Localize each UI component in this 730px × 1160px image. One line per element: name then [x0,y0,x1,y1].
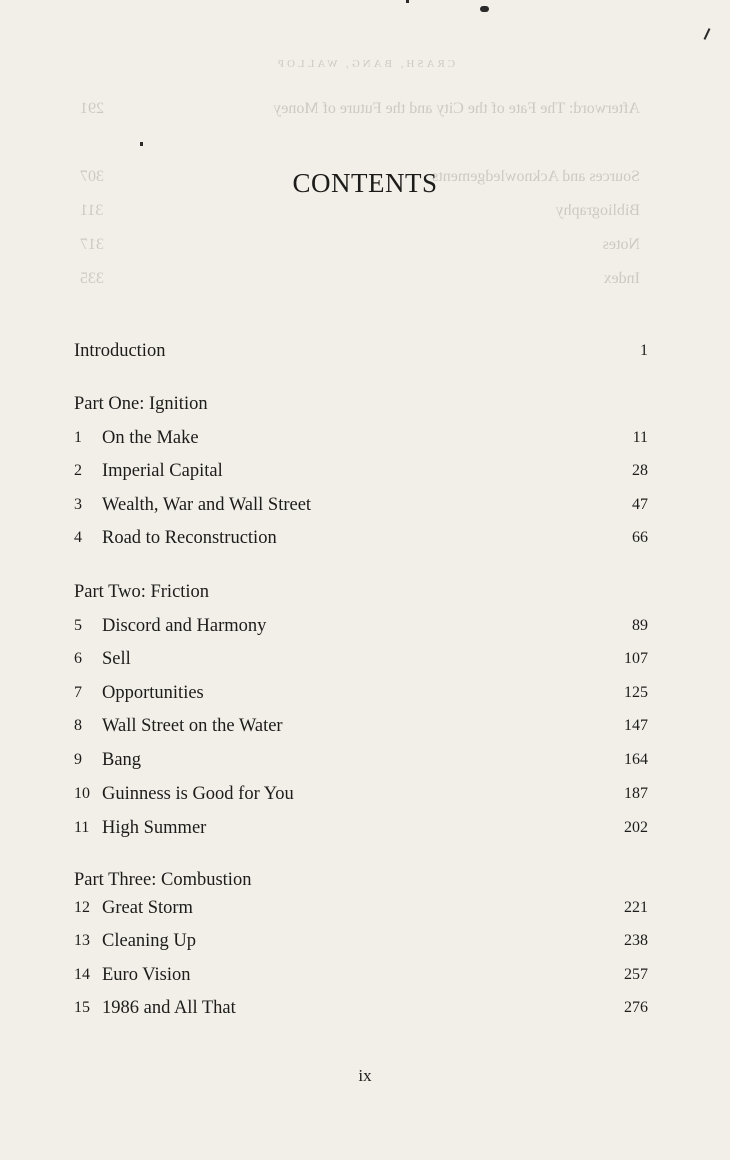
chapter-number: 11 [74,819,90,836]
ghost-afterword-line [80,100,640,118]
chapter-title: Sell [102,649,131,669]
ghost-back-matter-page: 335 [80,270,104,287]
chapter-page: 202 [624,819,648,836]
ghost-back-matter-label: Notes [602,236,640,253]
chapter-title: Road to Reconstruction [102,528,277,548]
toc-entry [74,682,648,704]
chapter-title: Wall Street on the Water [102,716,283,736]
chapter-title: Wealth, War and Wall Street [102,495,312,515]
toc-entry [74,427,648,449]
page-title: CONTENTS [292,168,438,198]
ghost-back-matter-page: 307 [80,168,104,185]
chapter-number: 1 [74,429,82,446]
chapter-page: 28 [632,462,648,479]
toc-entry [74,527,648,549]
ghost-back-matter-page: 311 [80,202,104,219]
ghost-back-matter-label: Index [603,270,640,287]
chapter-title: Discord and Harmony [102,616,267,636]
toc-entry [74,930,648,952]
toc-entry [74,715,648,737]
ghost-back-matter-item [80,236,640,254]
toc-entry [74,997,648,1019]
toc-entry-title: Introduction [74,341,166,361]
ghost-afterword-page: 291 [80,100,104,117]
part-heading: Part Two: Friction [74,582,210,602]
ink-speck [406,0,409,3]
toc-entry-introduction [74,340,648,362]
part-heading: Part Three: Combustion [74,870,252,890]
chapter-page: 276 [624,999,648,1016]
toc-entry [74,817,648,839]
part-heading: Part One: Ignition [74,394,208,414]
chapter-page: 66 [632,529,648,546]
toc-entry [74,494,648,516]
chapter-page: 221 [624,899,648,916]
chapter-title: Cleaning Up [102,931,197,951]
chapter-page: 125 [624,684,648,701]
chapter-number: 14 [74,966,90,983]
chapter-page: 187 [624,785,648,802]
ink-speck [480,6,489,12]
chapter-number: 7 [74,684,82,701]
chapter-page: 47 [632,496,648,513]
toc-entry-page: 1 [640,342,648,359]
ink-speck [140,142,143,146]
chapter-number: 13 [74,932,90,949]
ghost-running-header: CRASH, BANG, WALLOP [274,58,456,70]
chapter-number: 2 [74,462,82,479]
chapter-title: Bang [102,750,142,770]
ghost-afterword-label: Afterword: The Fate of the City and the Future of Money [273,100,640,117]
chapter-page: 164 [624,751,648,768]
toc-entry [74,964,648,986]
chapter-title: 1986 and All That [102,998,236,1018]
ghost-back-matter-item [80,202,640,220]
ghost-back-matter-item [80,270,640,288]
chapter-title: Opportunities [102,683,204,703]
chapter-page: 147 [624,717,648,734]
chapter-number: 3 [74,496,82,513]
chapter-page: 11 [632,429,648,446]
chapter-number: 6 [74,650,82,667]
chapter-title: Great Storm [102,898,193,918]
toc-entry [74,749,648,771]
chapter-number: 12 [74,899,90,916]
chapter-title: Euro Vision [102,965,191,985]
chapter-page: 89 [632,617,648,634]
chapter-page: 257 [624,966,648,983]
page-number: ix [358,1066,372,1085]
chapter-number: 9 [74,751,82,768]
chapter-number: 4 [74,529,82,546]
toc-entry [74,783,648,805]
chapter-title: On the Make [102,428,199,448]
toc-entry [74,615,648,637]
ghost-back-matter-page: 317 [80,236,104,253]
chapter-title: Imperial Capital [102,461,223,481]
ghost-back-matter-label: Bibliography [555,202,640,219]
chapter-number: 10 [74,785,90,802]
toc-entry [74,897,648,919]
chapter-number: 8 [74,717,82,734]
chapter-number: 15 [74,999,90,1016]
chapter-page: 107 [624,650,648,667]
chapter-page: 238 [624,932,648,949]
chapter-number: 5 [74,617,82,634]
toc-entry [74,460,648,482]
chapter-title: High Summer [102,818,207,838]
ghost-back-matter-label: Sources and Acknowledgements [432,168,640,185]
toc-entry [74,648,648,670]
chapter-title: Guinness is Good for You [102,784,294,804]
